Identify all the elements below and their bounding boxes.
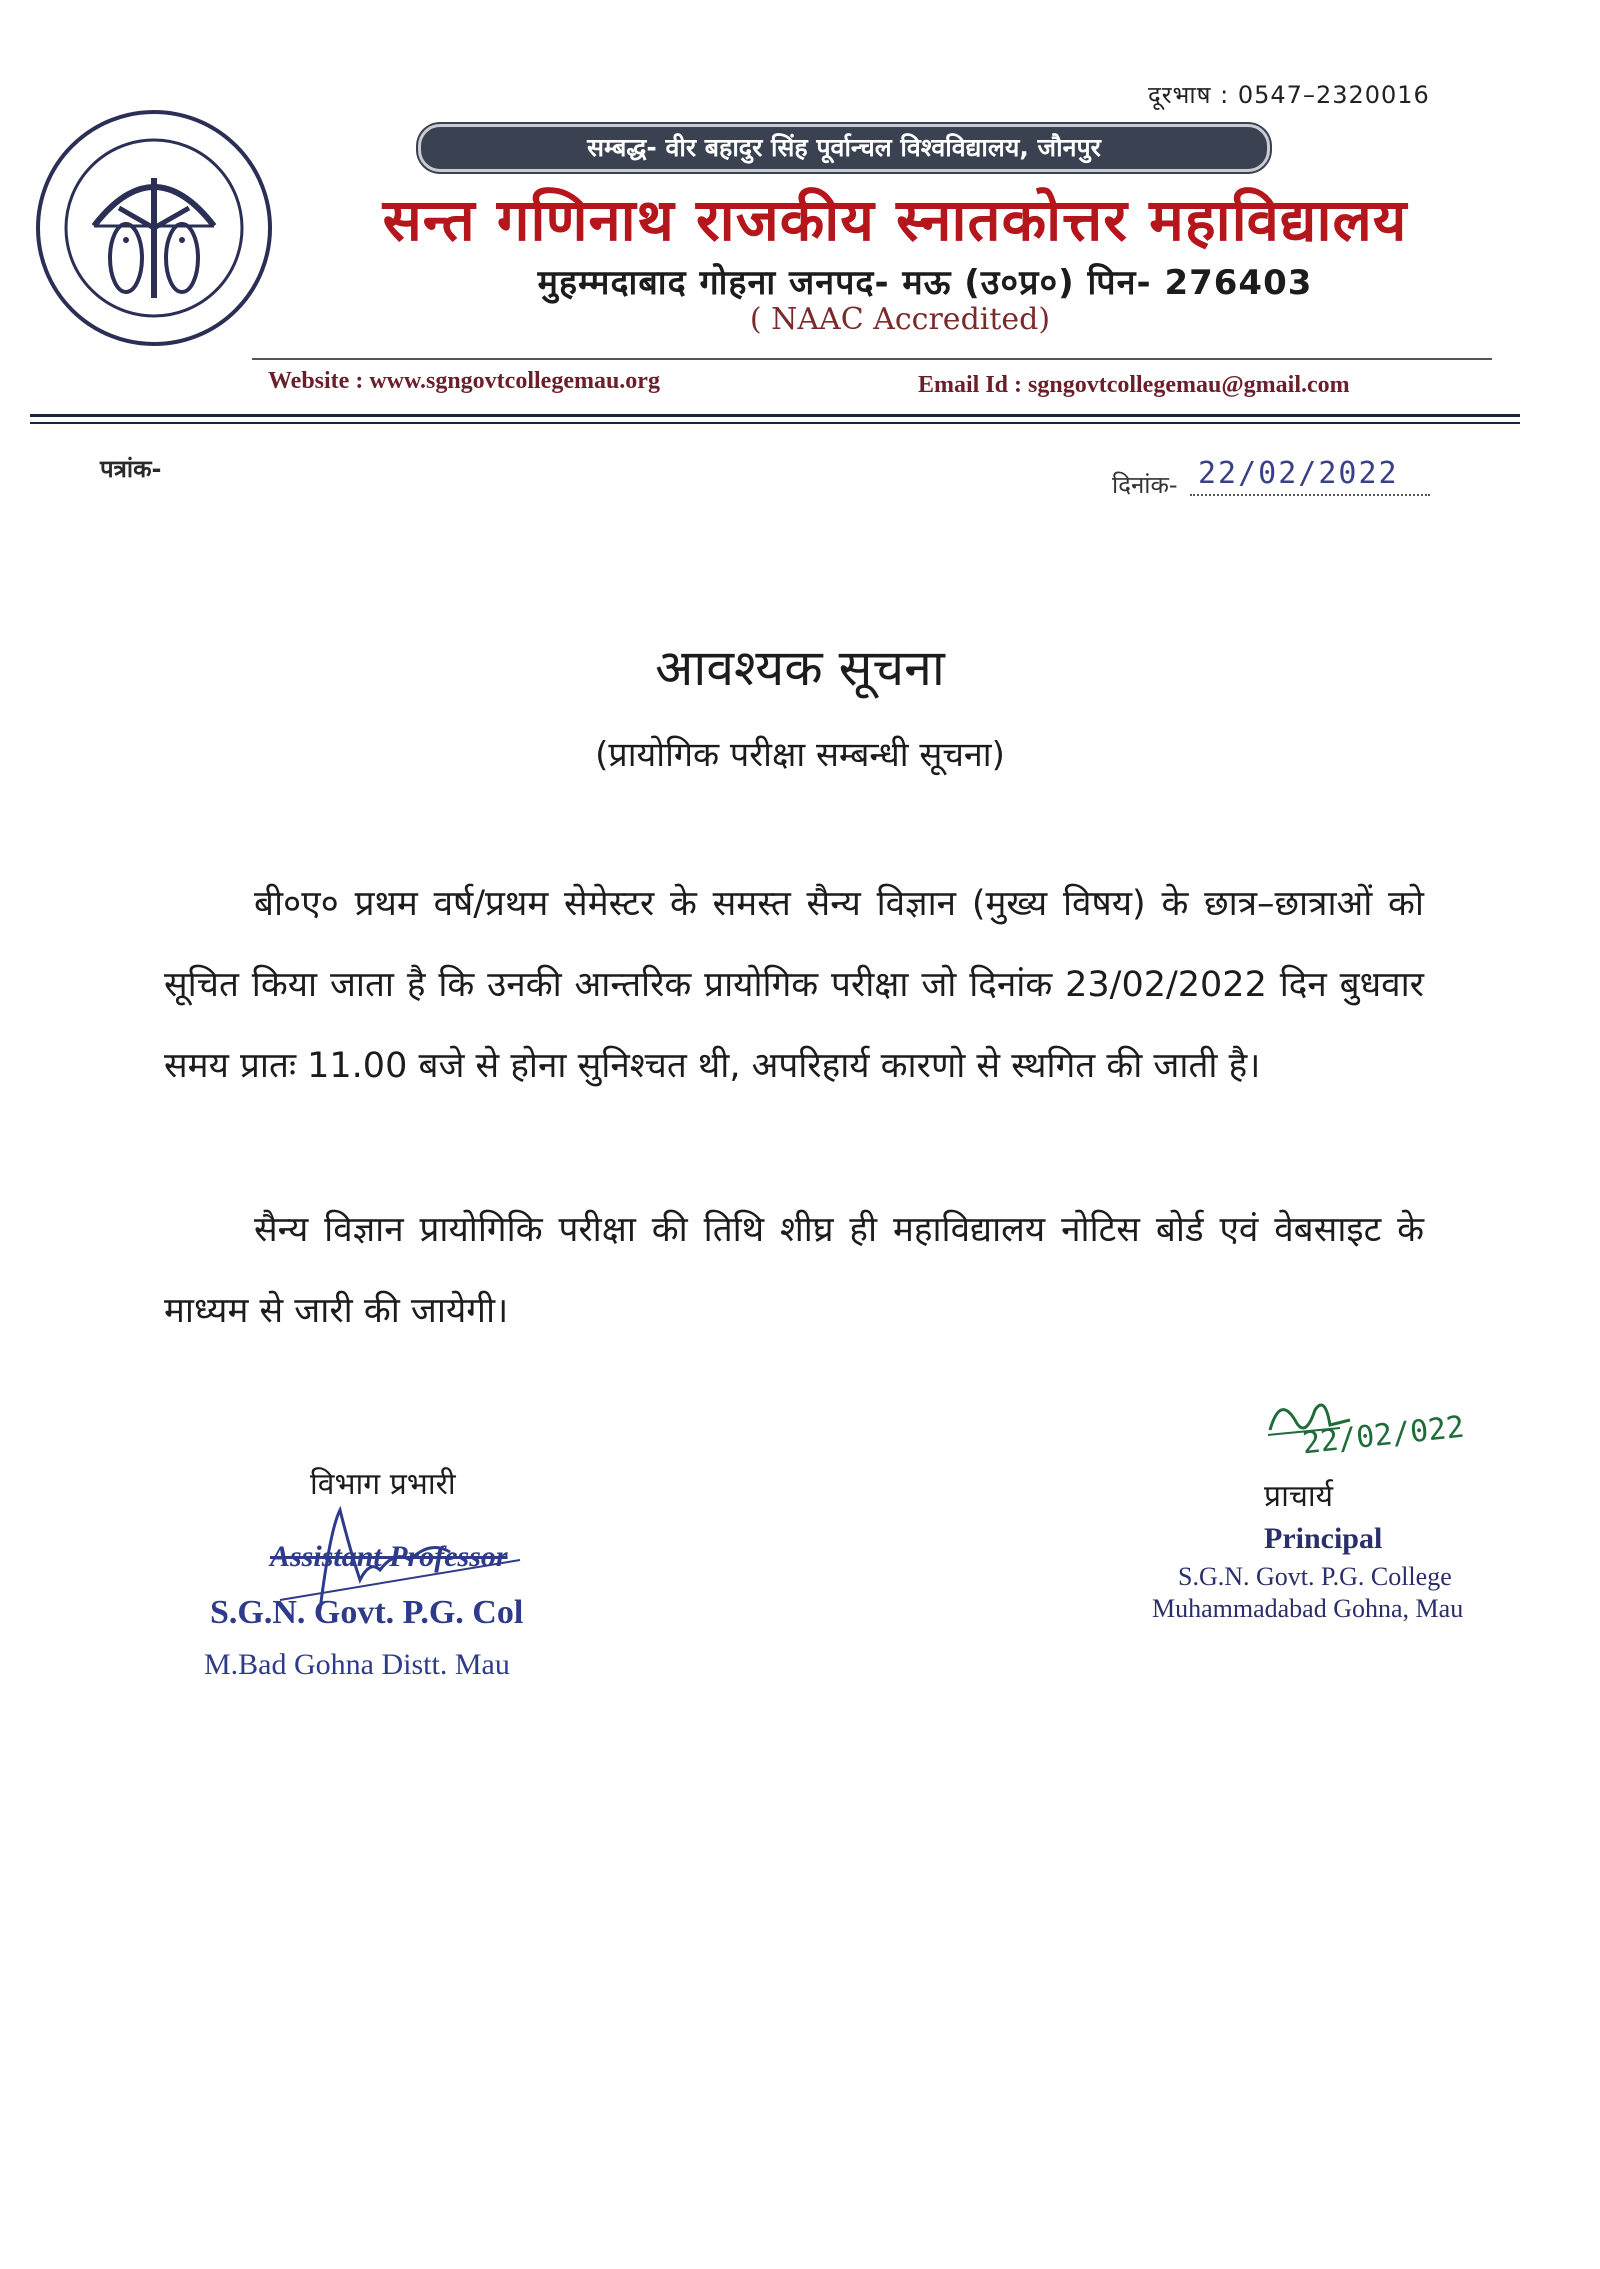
- notice-paragraph-2: [164, 1190, 1424, 1352]
- notice-subtitle: (प्रायोगिक परीक्षा सम्बन्धी सूचना): [595, 735, 1005, 775]
- stamp-location: M.Bad Gohna Distt. Mau: [204, 1648, 510, 1681]
- paragraph-2-text: सैन्य विज्ञान प्रायोगिकि परीक्षा की तिथि शीघ्र ही महाविद्यालय नोटिस बोर्ड एवं वेबसाइट के माध्यम से जारी की जायेगी।: [164, 1210, 1424, 1331]
- notice-title: आवश्यक सूचना: [655, 639, 945, 697]
- notice-paragraph-1: [164, 864, 1424, 1107]
- email-link[interactable]: Email Id : sgngovtcollegemau@gmail.com: [918, 372, 1350, 398]
- college-name: सन्त गणिनाथ राजकीय स्नातकोत्तर महाविद्यालय: [382, 186, 1408, 254]
- header-divider-thin: [252, 358, 1492, 360]
- handwritten-date: 22/02/2022: [1198, 456, 1399, 491]
- principal-title: Principal: [1264, 1522, 1383, 1555]
- principal-college: S.G.N. Govt. P.G. College: [1178, 1562, 1452, 1591]
- header-divider-thick: [30, 414, 1520, 417]
- stamp-designation: Assistant Professor: [270, 1540, 508, 1573]
- paragraph-1-text: बी०ए० प्रथम वर्ष/प्रथम सेमेस्टर के समस्त सैन्य विज्ञान (मुख्य विषय) के छात्र–छात्राओं को सूचित किया जाता है कि उनकी आन्तरिक प्रायोगिक परीक्षा जो दिनांक 23/02/2022 दिन बुधवार समय प्रातः 11.00 बजे से होना सुनिश्चत थी, अपरिहार्य कारणो से स्थगित की जाती है।: [164, 884, 1424, 1086]
- naac-accreditation: ( NAAC Accredited): [749, 302, 1051, 337]
- department-head-label: विभाग प्रभारी: [310, 1467, 456, 1502]
- affiliation-banner: सम्बद्ध- वीर बहादुर सिंह पूर्वान्चल विश्वविद्यालय, जौनपुर: [418, 124, 1270, 172]
- college-seal-logo: [34, 108, 274, 348]
- college-address: मुहम्मदाबाद गोहना जनपद- मऊ (उ०प्र०) पिन- 276403: [537, 263, 1313, 303]
- website-link[interactable]: Website : www.sgngovtcollegemau.org: [268, 368, 660, 394]
- principal-signature-date: 22/02/022: [1300, 1409, 1466, 1462]
- stamp-college: S.G.N. Govt. P.G. Col: [210, 1594, 524, 1631]
- department-stamp: [200, 1540, 620, 1700]
- principal-label-hindi: प्राचार्य: [1264, 1479, 1334, 1514]
- header-divider-thick-second: [30, 422, 1520, 424]
- date-label: दिनांक-: [1112, 471, 1178, 499]
- reference-number-label: पत्रांक-: [100, 455, 162, 483]
- phone-number: दूरभाष : 0547–2320016: [1148, 81, 1430, 109]
- principal-location: Muhammadabad Gohna, Mau: [1152, 1594, 1464, 1623]
- date-dotted-line: [1190, 494, 1430, 496]
